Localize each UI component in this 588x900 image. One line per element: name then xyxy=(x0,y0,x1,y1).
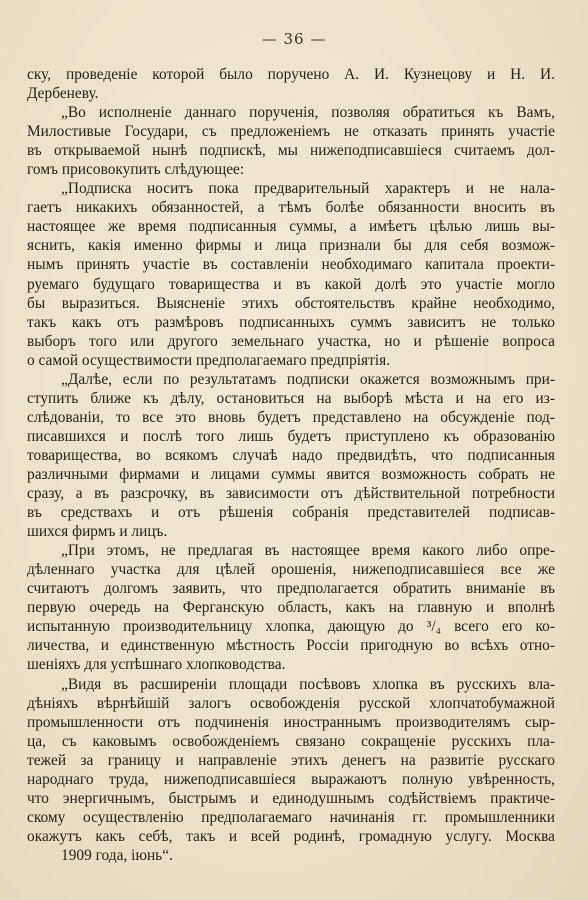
text-line: личества, и единственную мѣстность Россіи пригодную во всѣхъ отно- xyxy=(27,637,555,655)
text-line: шеніяхъ для успѣшнаго хлопководства. xyxy=(27,656,286,674)
text-line: въ средствахъ и отъ рѣшенія собранія представителей подписав- xyxy=(27,504,555,522)
text-line: нымъ принять участіе въ составленіи необходимаго капитала проекти- xyxy=(27,256,555,274)
text-line: Милостивые Государи, съ предложеніемъ не отказать принять участіе xyxy=(27,123,555,141)
text-line: 1909 года, іюнь“. xyxy=(61,846,173,864)
text-line: въ открываемой нынѣ подпискѣ, мы нижеподписавшіеся считаемъ дол- xyxy=(27,142,555,160)
text-line: что энергичнымъ, быстрымъ и единодушнымъ содѣйствіемъ практиче- xyxy=(27,789,555,807)
text-line: дѣніяхъ вѣрнѣйшій залогъ освобожденія русской хлопчатобумажной xyxy=(27,694,555,712)
text-line: шихся фирмъ и лицъ. xyxy=(27,523,168,541)
text-line: слѣдованіи, то все это вновь будетъ представлено на обсужденіе под- xyxy=(27,408,555,426)
text-line: о самой осуществимости предполагаемаго предпріятія. xyxy=(27,351,391,369)
body-text xyxy=(27,65,555,865)
text-line: бы выразиться. Выясненіе этихъ обстоятельствъ крайне необходимо, xyxy=(27,294,555,312)
text-line: яснить, какія именно фирмы и лица признали бы для себя возмож- xyxy=(27,237,555,255)
text-line: Дербеневу. xyxy=(27,85,99,103)
text-line: руемаго будущаго товарищества и въ какой долѣ это участіе могло xyxy=(27,275,555,293)
text-line: такъ какъ отъ размѣровъ подписанныхъ суммъ зависитъ не только xyxy=(27,313,555,331)
text-line: „Во исполненіе даннаго порученія, позволяя обратиться къ Вамъ, xyxy=(61,104,555,122)
text-line: считаютъ долгомъ заявить, что предполагается обратить вниманіе въ xyxy=(27,580,555,598)
text-line: первую очередь на Ферганскую область, какъ на главную и вполнѣ xyxy=(27,599,555,617)
text-line: настоящее же время подписанныя суммы, а имѣетъ цѣлью лишь вы- xyxy=(27,218,555,236)
text-line: скому осуществленію предполагаемаго начинанія гг. промышленники xyxy=(27,808,555,826)
text-line: „Подписка носитъ пока предварительный характеръ и не нала- xyxy=(61,180,555,198)
text-line: „Далѣе, если по результатамъ подписки окажется возможнымъ при- xyxy=(61,370,555,388)
text-line: окажутъ какъ себѣ, такъ и всей родинѣ, громадную услугу. Москва xyxy=(27,827,555,845)
text-line: „При этомъ, не предлагая въ настоящее время какого либо опре- xyxy=(61,542,555,560)
text-line: гаетъ никакихъ обязанностей, а тѣмъ болѣе обязанности вносить въ xyxy=(27,199,555,217)
text-line: промышленности отъ подчиненія иностраннымъ производителямъ сыр- xyxy=(27,713,555,731)
text-line: испытанную производительницу хлопка, дающую до ³/₄ всего его ко- xyxy=(27,618,555,636)
text-line: выборъ того или другого земельнаго участка, но и рѣшеніе вопроса xyxy=(27,332,555,350)
text-line: писавшихся и послѣ того лишь будетъ приступлено къ образованію xyxy=(27,427,555,445)
page-number: — 36 — xyxy=(261,30,327,48)
text-line: народнаго труда, нижеподписавшіеся выражаютъ полную увѣренность, xyxy=(27,770,555,788)
text-line: тежей за границу и направленіе этихъ денегъ на развитіе русскаго xyxy=(27,751,555,769)
text-line: гомъ присовокупить слѣдующее: xyxy=(27,161,245,179)
text-line: товарищества, во всякомъ случаѣ надо предвидѣть, что подписанныя xyxy=(27,446,555,464)
text-line: „Видя въ расширеніи площади посѣвовъ хлопка въ русскихъ вла- xyxy=(61,675,555,693)
text-line: ску, проведеніе которой было поручено А. И. Кузнецову и Н. И. xyxy=(27,66,555,83)
text-line: дѣленнаго участка для цѣлей орошенія, нижеподписавшіеся все же xyxy=(27,561,555,579)
text-line: сразу, а въ разсрочку, въ зависимости отъ дѣйствительной потребности xyxy=(27,485,555,503)
text-line: ца, съ каковымъ освобожденіемъ связано сокращеніе русскихъ пла- xyxy=(27,732,555,750)
text-line: ступить ближе къ дѣлу, остановиться на выборѣ мѣста и на его из- xyxy=(27,389,555,407)
text-line: различными фирмами и лицами суммы явится возможность собрать не xyxy=(27,465,555,483)
